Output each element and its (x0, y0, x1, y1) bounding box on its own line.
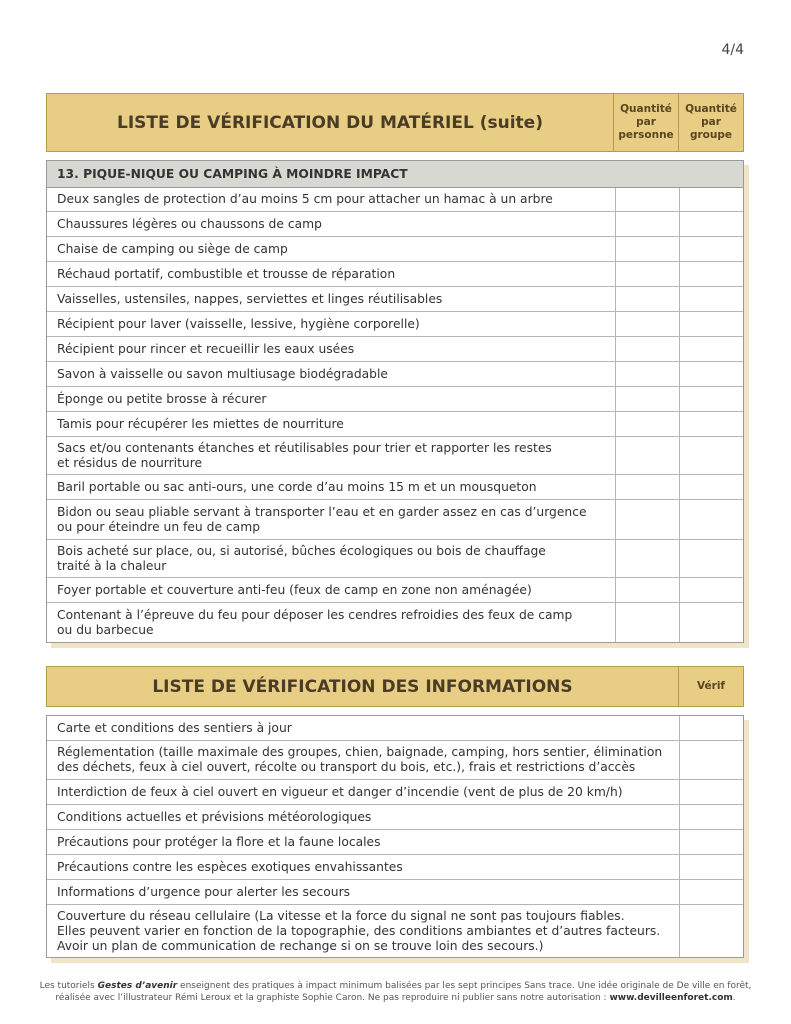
checklist-row (47, 336, 743, 361)
checklist-row (47, 499, 743, 539)
footer-line-2: réalisée avec l’illustrateur Rémi Leroux et la graphiste Sophie Caron. Ne pas reproduire ni publier sans notre autorisation : www.devilleenforet.com. (55, 993, 736, 1003)
checklist-row (47, 716, 743, 740)
check-cell[interactable] (679, 855, 743, 879)
check-cell[interactable] (615, 262, 679, 286)
check-cell[interactable] (615, 603, 679, 642)
informations-table (46, 715, 744, 958)
checklist-row (47, 904, 743, 957)
check-cell[interactable] (615, 337, 679, 361)
check-cell[interactable] (679, 362, 743, 386)
checklist-row (47, 779, 743, 804)
checklist-item-label: Savon à vaisselle ou savon multiusage biodégradable (57, 366, 388, 381)
check-cell[interactable] (615, 312, 679, 336)
checklist-item-label: Interdiction de feux à ciel ouvert en vigueur et danger d’incendie (vent de plus de 20 km/h) (57, 784, 623, 799)
checklist-item-label: Baril portable ou sac anti-ours, une corde d’au moins 15 m et un mousqueton (57, 479, 537, 494)
checklist-row (47, 361, 743, 386)
check-cell[interactable] (679, 475, 743, 499)
informations-checklist (46, 666, 744, 958)
check-cell[interactable] (679, 412, 743, 436)
check-cell[interactable] (615, 437, 679, 474)
col-quantite-personne: Quantité par personne (618, 103, 674, 141)
checklist-item-label: Couverture du réseau cellulaire (La vitesse et la force du signal ne sont pas toujours fiables. Elles peuvent varier en fonction de la topographie, des conditions ambiantes et d’autres facteurs. Avoir un plan de communication de rechange si on se trouve loin des secours.) (57, 908, 661, 953)
check-cell[interactable] (615, 500, 679, 539)
checklist-item-label: Foyer portable et couverture anti-feu (feux de camp en zone non aménagée) (57, 582, 532, 597)
checklist-item-label: Réglementation (taille maximale des groupes, chien, baignade, camping, hors sentier, élimination des déchets, feux à ciel ouvert, récolte ou transport du bois, etc.), frais et restrictions d’accès (57, 745, 663, 774)
checklist-row (47, 386, 743, 411)
checklist-row (47, 577, 743, 602)
check-cell[interactable] (679, 540, 743, 577)
checklist-row (47, 211, 743, 236)
checklist-row (47, 236, 743, 261)
check-cell[interactable] (615, 412, 679, 436)
check-cell[interactable] (615, 475, 679, 499)
checklist-row (47, 188, 743, 211)
checklist-item-label: Chaussures légères ou chaussons de camp (57, 216, 322, 231)
col-verif: Vérif (696, 680, 726, 692)
checklist-row (47, 474, 743, 499)
materiel-title: LISTE DE VÉRIFICATION DU MATÉRIEL (suite) (47, 94, 614, 151)
website-link[interactable]: www.devilleenforet.com (609, 993, 733, 1003)
check-cell[interactable] (679, 780, 743, 804)
checklist-item-label: Éponge ou petite brosse à récurer (57, 391, 267, 406)
materiel-checklist (46, 93, 744, 643)
col-quantite-groupe: Quantité par groupe (678, 94, 743, 151)
check-cell[interactable] (679, 830, 743, 854)
check-cell[interactable] (679, 880, 743, 904)
checklist-item-label: Bois acheté sur place, ou, si autorisé, bûches écologiques ou bois de chauffage traité à la chaleur (57, 543, 546, 573)
check-cell[interactable] (615, 578, 679, 602)
check-cell[interactable] (679, 437, 743, 474)
checklist-row (47, 804, 743, 829)
page-number: 4/4 (721, 42, 744, 58)
check-cell[interactable] (615, 362, 679, 386)
informations-header (46, 666, 744, 707)
checklist-item-label: Récipient pour laver (vaisselle, lessive, hygiène corporelle) (57, 316, 420, 331)
section-13-heading: 13. PIQUE-NIQUE OU CAMPING À MOINDRE IMPACT (47, 161, 743, 188)
checklist-row (47, 311, 743, 336)
checklist-row (47, 879, 743, 904)
checklist-item-label: Précautions pour protéger la flore et la faune locales (57, 834, 381, 849)
checklist-item-label: Sacs et/ou contenants étanches et réutilisables pour trier et rapporter les restes et résidus de nourriture (57, 440, 552, 470)
checklist-item-label: Tamis pour récupérer les miettes de nourriture (57, 416, 344, 431)
check-cell[interactable] (615, 540, 679, 577)
checklist-row (47, 829, 743, 854)
check-cell[interactable] (615, 287, 679, 311)
informations-title: LISTE DE VÉRIFICATION DES INFORMATIONS (47, 667, 679, 706)
check-cell[interactable] (679, 387, 743, 411)
checklist-item-label: Conditions actuelles et prévisions météorologiques (57, 809, 372, 824)
check-cell[interactable] (679, 716, 743, 740)
footer (0, 980, 791, 1004)
checklist-row (47, 854, 743, 879)
checklist-item-label: Réchaud portatif, combustible et trousse de réparation (57, 266, 396, 281)
check-cell[interactable] (615, 188, 679, 211)
checklist-item-label: Chaise de camping ou siège de camp (57, 241, 288, 256)
check-cell[interactable] (679, 188, 743, 211)
checklist-row (47, 539, 743, 577)
checklist-row (47, 261, 743, 286)
check-cell[interactable] (679, 337, 743, 361)
check-cell[interactable] (679, 905, 743, 957)
check-cell[interactable] (679, 741, 743, 779)
check-cell[interactable] (679, 312, 743, 336)
check-cell[interactable] (615, 237, 679, 261)
check-cell[interactable] (679, 212, 743, 236)
check-cell[interactable] (679, 603, 743, 642)
checklist-item-label: Bidon ou seau pliable servant à transporter l’eau et en garder assez en cas d’urgence ou pour éteindre un feu de camp (57, 504, 587, 534)
checklist-row (47, 602, 743, 642)
checklist-row (47, 286, 743, 311)
footer-line-1: Les tutoriels Gestes d’avenir enseignent des pratiques à impact minimum balisées par les sept principes Sans trace. Une idée originale de De ville en forêt, (39, 981, 752, 991)
check-cell[interactable] (679, 500, 743, 539)
checklist-row (47, 411, 743, 436)
checklist-item-label: Contenant à l’épreuve du feu pour déposer les cendres refroidies des feux de camp ou du barbecue (57, 607, 573, 637)
check-cell[interactable] (679, 262, 743, 286)
check-cell[interactable] (679, 805, 743, 829)
check-cell[interactable] (615, 212, 679, 236)
checklist-item-label: Carte et conditions des sentiers à jour (57, 720, 292, 735)
materiel-table (46, 160, 744, 643)
checklist-item-label: Vaisselles, ustensiles, nappes, serviettes et linges réutilisables (57, 291, 443, 306)
check-cell[interactable] (679, 287, 743, 311)
check-cell[interactable] (679, 578, 743, 602)
check-cell[interactable] (615, 387, 679, 411)
checklist-item-label: Deux sangles de protection d’au moins 5 cm pour attacher un hamac à un arbre (57, 192, 553, 206)
checklist-item-label: Récipient pour rincer et recueillir les eaux usées (57, 341, 355, 356)
checklist-row (47, 740, 743, 779)
check-cell[interactable] (679, 237, 743, 261)
materiel-header (46, 93, 744, 152)
checklist-row (47, 436, 743, 474)
checklist-item-label: Précautions contre les espèces exotiques envahissantes (57, 859, 403, 874)
checklist-item-label: Informations d’urgence pour alerter les secours (57, 884, 351, 899)
